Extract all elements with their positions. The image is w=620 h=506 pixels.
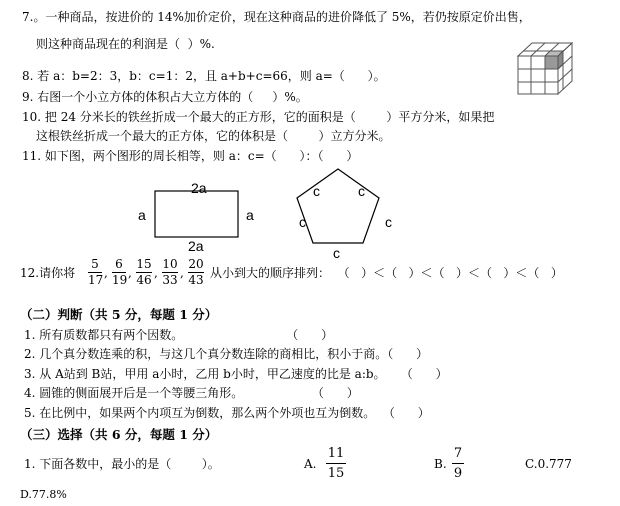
choice-option-a-numerator: 11 — [327, 446, 345, 461]
rectangle-figure — [154, 190, 240, 240]
fraction-1-denominator: 17 — [88, 273, 104, 287]
fraction-5-denominator: 43 — [188, 273, 204, 287]
question-7-line2: 则这种商品现在的利润是（ ）%. — [36, 37, 215, 51]
fraction-separator-3: , — [154, 266, 158, 280]
fraction-3-denominator: 46 — [136, 273, 152, 287]
choice-option-c: C.0.777 — [525, 457, 572, 471]
choice-option-d: D.77.8% — [20, 488, 67, 501]
pentagon-label-bottom: c — [333, 245, 340, 261]
choice-option-b-label: B. — [434, 457, 447, 471]
cube-figure — [514, 40, 576, 96]
choice-option-b-denominator: 9 — [453, 466, 463, 481]
pentagon-figure — [292, 166, 384, 246]
fraction-1-numerator: 5 — [91, 257, 99, 271]
fraction-4 — [162, 258, 178, 287]
question-12-tail: 从小到大的顺序排列： （ ）＜（ ）＜（ ）＜（ ）＜（ ） — [210, 266, 563, 280]
judge-item-2: 2. 几个真分数连乘的积，与这几个真分数连除的商相比，积小于商。（ ） — [24, 347, 429, 361]
rectangle-top-label: 2a — [191, 180, 207, 196]
question-12-lead: 12.请你将 — [20, 266, 76, 280]
fraction-5-numerator: 20 — [188, 257, 204, 271]
fraction-3 — [136, 258, 152, 287]
question-8: 8. 若 a：b=2：3，b：c=1：2，且 a+b+c=66，则 a=（ ）。 — [22, 69, 386, 83]
question-10-line1: 10. 把 24 分米长的铁丝折成一个最大的正方形，它的面积是（ ）平方分米，如果把 — [22, 110, 495, 124]
rectangle-right-label: a — [246, 207, 254, 223]
question-9: 9. 右图一个小立方体的体积占大立方体的（ ）%。 — [22, 90, 308, 104]
fraction-4-numerator: 10 — [162, 257, 178, 271]
fraction-3-numerator: 15 — [136, 257, 152, 271]
choice-option-b-fraction — [452, 446, 464, 481]
judge-item-1: 1. 所有质数都只有两个因数。 （ ） — [24, 328, 334, 342]
fraction-1 — [88, 258, 102, 287]
choice-option-a-denominator: 15 — [327, 466, 345, 481]
rectangle-left-label: a — [138, 207, 146, 223]
question-10-line2: 这根铁丝折成一个最大的正方体，它的体积是（ ）立方分米。 — [36, 129, 391, 143]
fraction-2 — [112, 258, 126, 287]
judge-heading: （二）判断（共 5 分，每题 1 分） — [20, 307, 218, 322]
rectangle-bottom-label: 2a — [188, 238, 204, 254]
choice-option-a-fraction — [326, 446, 346, 481]
judge-item-3: 3. 从 A站到 B站，甲用 a小时，乙用 b小时，甲乙速度的比是 a:b。 （ ） — [24, 367, 448, 381]
question-11: 11. 如下图，两个图形的周长相等，则 a：c=（ ）：（ ） — [22, 149, 359, 163]
pentagon-label-upper-right: c — [358, 183, 365, 199]
pentagon-label-upper-left: c — [313, 183, 320, 199]
fraction-5 — [188, 258, 204, 287]
small-cube-highlight — [545, 56, 558, 69]
fraction-separator-4: , — [180, 266, 184, 280]
choice-option-b-numerator: 7 — [453, 446, 463, 461]
fraction-2-numerator: 6 — [115, 257, 123, 271]
question-7-line1: 7.。一种商品，按进价的 14%加价定价，现在这种商品的进价降低了 5%，若仍按原定价出售， — [22, 10, 531, 24]
choice-question-1: 1. 下面各数中，最小的是（ ）。 — [24, 457, 220, 471]
fraction-separator-1: , — [104, 266, 108, 280]
judge-item-5: 5. 在比例中，如果两个内项互为倒数，那么两个外项也互为倒数。 （ ） — [24, 406, 430, 420]
fraction-2-denominator: 19 — [112, 273, 128, 287]
choice-heading: （三）选择（共 6 分，每题 1 分） — [20, 427, 218, 442]
judge-item-4: 4. 圆锥的侧面展开后是一个等腰三角形。 （ ） — [24, 386, 359, 400]
pentagon-label-lower-right: c — [385, 214, 392, 230]
pentagon-label-lower-left: c — [299, 214, 306, 230]
fraction-separator-2: , — [128, 266, 132, 280]
choice-option-a-label: A. — [304, 457, 317, 471]
fraction-4-denominator: 33 — [162, 273, 178, 287]
